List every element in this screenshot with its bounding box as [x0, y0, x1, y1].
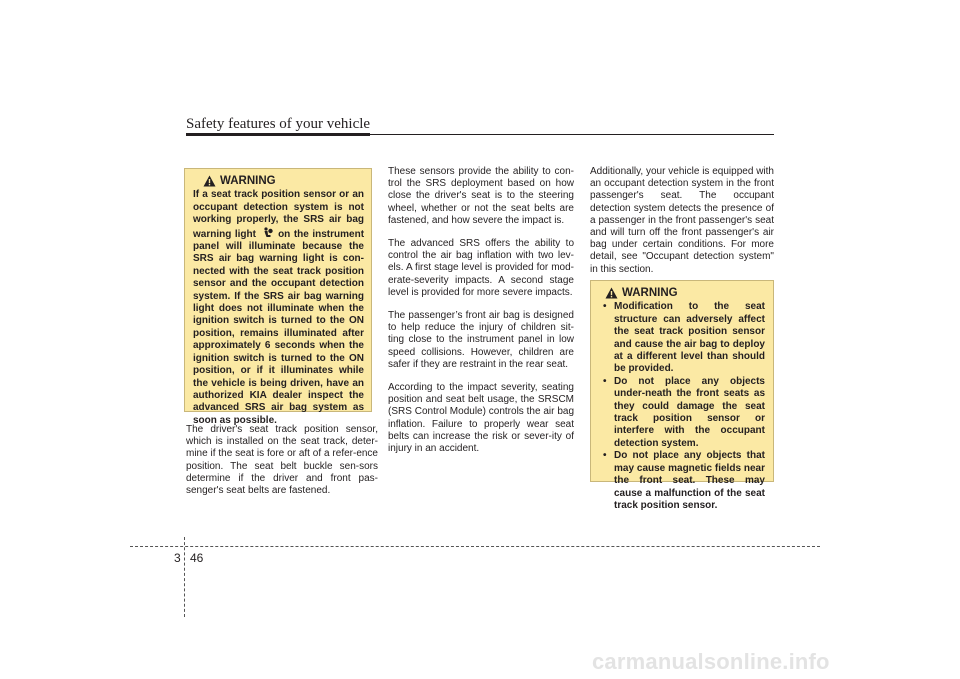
paragraph: The advanced SRS offers the ability to control the air bag inflation with two lev-els. A first stage level is provided for mod-erate-severity impacts. A second stage level is provided for more severe impacts. [388, 238, 574, 298]
footer-rule [130, 546, 820, 547]
warning-box-airbag-light [184, 168, 372, 426]
warning-text-part1: If a seat track position sensor or an occupant detection system is not working properly, the SRS air bag warning light [193, 189, 364, 240]
bullet: • [603, 375, 607, 387]
paragraph: These sensors provide the ability to con-trol the SRS deployment based on how close the driver's seat is to the steering wheel, whether or not the seat belts are fastened, and how severe the impact is. [388, 166, 574, 226]
column-3 [590, 166, 774, 287]
warning-triangle-icon [605, 287, 618, 299]
bullet: • [603, 301, 607, 313]
page-header-title: Safety features of your vehicle [186, 116, 371, 132]
paragraph: Additionally, your vehicle is equipped with an occupant detection system in the front passenger's seat. The occupant detection system detects the presence of a passenger in the front passenger's seat and will turn off the front passenger's air bag under certain conditions. For more detail, see "Occupant detection system" in this section. [590, 166, 774, 275]
warning-list-item [601, 450, 765, 512]
warning-heading-text: WARNING [622, 287, 678, 299]
warning-list-item [601, 301, 765, 375]
warning-body [193, 189, 364, 427]
paragraph: The driver's seat track position sensor, which is installed on the seat track, deter-mine if the seat is fore or aft of a refer-ence position. The seat belt buckle sen-sors determine if the driver and front pas-senger's seat belts are fastened. [186, 424, 378, 497]
chapter-number: 3 [174, 551, 181, 565]
paragraph: According to the impact severity, seating position and seat belt usage, the SRSCM (SRS Control Module) controls the air bag inflation. Failure to properly wear seat belts can increase the risk or sever-ity of injury in an accident. [388, 382, 574, 455]
header-rule-thick [186, 133, 370, 136]
page-number: 46 [190, 551, 204, 565]
watermark: carmanualsonline.info [592, 649, 830, 674]
footer-vertical-rule [184, 537, 185, 617]
warning-item-text: Modification to the seat structure can adversely affect the seat track position sensor and cause the air bag to deploy at a different level than should be provided. [614, 301, 765, 375]
warning-heading-text: WARNING [220, 175, 276, 187]
warning-text-part2: on the instrument panel will illuminate because the SRS air bag warning light is con-nected with the seat track position sensor and the occupant detection system. If the SRS air bag warning light does not illuminate when the ignition switch is turned to the ON position, remains illuminated after approximately 6 seconds when the ignition switch is turned to the ON position, or if it illuminates while the vehicle is being driven, have an authorized KIA dealer inspect the advanced SRS air bag system as soon as possible. [193, 228, 365, 426]
bullet: • [603, 450, 607, 462]
header-rule-thin [370, 134, 774, 135]
warning-item-text: Do not place any objects that may cause magnetic fields near the front seat. These may cause a malfunction of the seat track position sensor. [614, 450, 765, 511]
airbag-warning-icon [262, 227, 273, 239]
warning-list-item [601, 376, 765, 450]
warning-list [601, 301, 765, 512]
warning-box-seat-structure [590, 280, 774, 511]
paragraph: The passenger’s front air bag is designed to help reduce the injury of children sit-ting close to the instrument panel in low speed collisions. However, children are safer if they are restraint in the rear seat. [388, 310, 574, 370]
warning-heading [193, 175, 364, 187]
warning-heading [601, 287, 765, 299]
warning-triangle-icon [203, 175, 216, 187]
column-1 [186, 424, 378, 508]
warning-item-text: Do not place any objects under-neath the front seats as they could damage the seat track position sensor or interfere with the occupant detection system. [614, 375, 765, 449]
column-2 [388, 166, 574, 466]
